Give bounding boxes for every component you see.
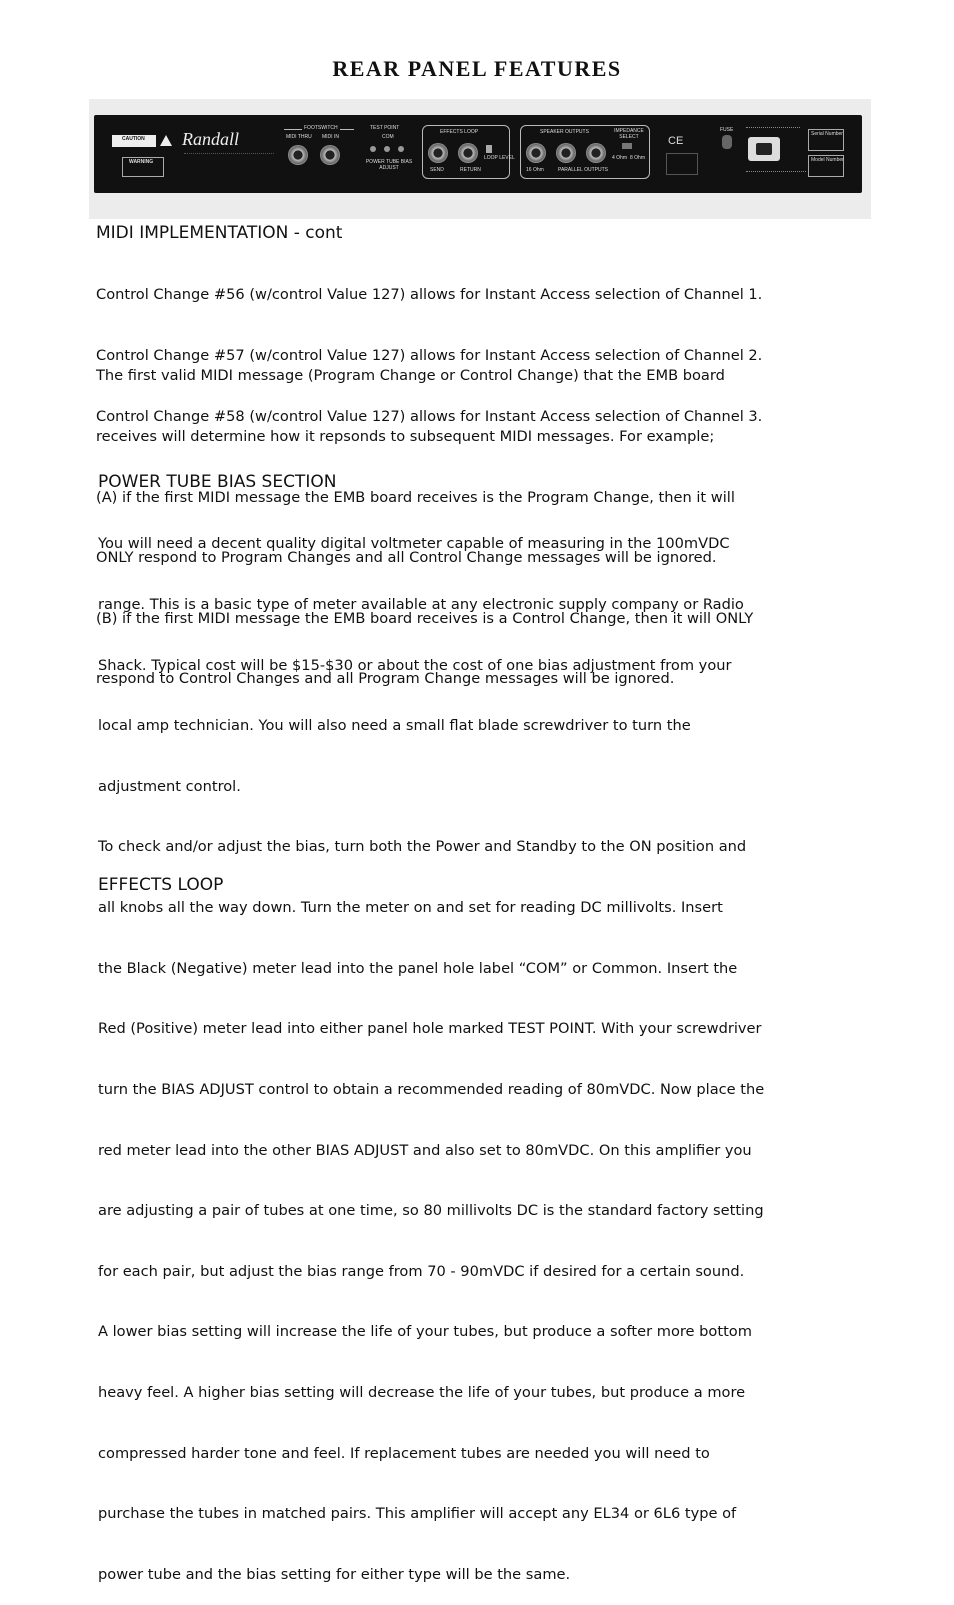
effects-loop-heading: EFFECTS LOOP xyxy=(98,875,224,895)
text-line: local amp technician. You will also need a small flat blade screwdriver to turn the xyxy=(98,717,691,735)
warning-label xyxy=(122,157,164,177)
panel-fine-print xyxy=(184,153,274,182)
send-jack[interactable] xyxy=(428,143,448,163)
text-line: range. This is a basic type of meter available at any electronic supply company or Radio xyxy=(98,596,744,614)
send-label: SEND xyxy=(430,167,444,173)
caution-label xyxy=(112,135,156,147)
footswitch-label: FOOTSWITCH xyxy=(304,125,338,131)
warning-triangle-icon xyxy=(160,135,172,146)
text-line: Control Change #57 (w/control Value 127) allows for Instant Access selection of Channel 2. xyxy=(96,347,763,365)
ohm16-label: 16 Ohm xyxy=(526,167,544,173)
text-line: (A) if the first MIDI message the EMB board receives is the Program Change, then it will xyxy=(96,488,735,506)
model-number-box xyxy=(808,155,844,177)
text-line: for each pair, but adjust the bias range from 70 - 90mVDC if desired for a certain sound. xyxy=(98,1262,745,1280)
text-line: Control Change #56 (w/control Value 127) allows for Instant Access selection of Channel 1. xyxy=(96,286,763,304)
text-line: receives will determine how it repsonds to subsequent MIDI messages. For example; xyxy=(96,428,715,446)
loop-level-switch[interactable] xyxy=(486,145,492,153)
iec-power-inlet[interactable] xyxy=(748,137,780,161)
text-line: are adjusting a pair of tubes at one time, so 80 millivolts DC is the standard factory setting xyxy=(98,1202,764,1220)
brand-logo: Randall xyxy=(182,129,239,149)
bias-heading: POWER TUBE BIAS SECTION xyxy=(98,472,337,492)
text-line: power tube and the bias setting for either type will be the same. xyxy=(98,1565,571,1583)
rear-panel-photo xyxy=(89,99,871,219)
page-title: REAR PANEL FEATURES xyxy=(332,56,622,81)
ce-mark: CE xyxy=(668,135,684,147)
return-jack[interactable] xyxy=(458,143,478,163)
text-line: A lower bias setting will increase the life of your tubes, but produce a softer more bottom xyxy=(98,1323,752,1341)
text-line: respond to Control Changes and all Program Change messages will be ignored. xyxy=(96,670,675,688)
text-line: turn the BIAS ADJUST control to obtain a recommended reading of 80mVDC. Now place the xyxy=(98,1080,765,1098)
serial-number-box xyxy=(808,129,844,151)
bias-paragraph xyxy=(98,494,764,1605)
speaker-outputs-label: SPEAKER OUTPUTS xyxy=(540,129,589,135)
ohm8-label: 8 Ohm xyxy=(630,155,646,161)
com-label: COM xyxy=(382,134,394,140)
midi-in-jack[interactable] xyxy=(320,145,340,165)
text-line: the Black (Negative) meter lead into the panel hole label “COM” or Common. Insert the xyxy=(98,959,738,977)
fuse-label: FUSE xyxy=(720,127,734,133)
speaker-jack-parallel-2[interactable] xyxy=(586,143,606,163)
text-line: purchase the tubes in matched pairs. This amplifier will accept any EL34 or 6L6 type of xyxy=(98,1505,737,1523)
impedance-select-label: IMPEDANCE SELECT xyxy=(614,128,644,140)
test-point-label: TEST POINT xyxy=(370,125,400,131)
text-line: You will need a decent quality digital voltmeter capable of measuring in the 100mVDC xyxy=(98,535,730,553)
text-line: The first valid MIDI message (Program Change or Control Change) that the EMB board xyxy=(96,367,725,385)
text-line: compressed harder tone and feel. If replacement tubes are needed you will need to xyxy=(98,1444,710,1462)
text-line: ONLY respond to Program Changes and all Control Change messages will be ignored. xyxy=(96,549,717,567)
caution-text: CAUTION xyxy=(122,136,145,142)
text-line: Control Change #58 (w/control Value 127) allows for Instant Access selection of Channel 3. xyxy=(96,407,763,425)
text-line: adjustment control. xyxy=(98,777,241,795)
midi-heading: MIDI IMPLEMENTATION - cont xyxy=(96,223,343,243)
text-line: all knobs all the way down. Turn the meter on and set for reading DC millivolts. Insert xyxy=(98,899,723,917)
fcc-label xyxy=(666,153,698,175)
speaker-jack-16-ohm[interactable] xyxy=(526,143,546,163)
text-line: Shack. Typical cost will be $15-$30 or about the cost of one bias adjustment from your xyxy=(98,656,732,674)
test-point-jack-2[interactable] xyxy=(398,146,404,152)
text-line: To check and/or adjust the bias, turn both the Power and Standby to the ON position and xyxy=(98,838,747,856)
text-line: heavy feel. A higher bias setting will decrease the life of your tubes, but produce a more xyxy=(98,1383,746,1401)
test-point-jack-1[interactable] xyxy=(370,146,376,152)
serial-number-label: Serial Number xyxy=(811,131,843,137)
effects-loop-label: EFFECTS LOOP xyxy=(440,129,479,135)
text-line: Red (Positive) meter lead into either panel hole marked TEST POINT. With your screwdriver xyxy=(98,1020,762,1038)
loop-level-label: LOOP LEVEL xyxy=(484,155,515,161)
com-jack[interactable] xyxy=(384,146,390,152)
rear-panel xyxy=(94,115,862,193)
fuse-holder[interactable] xyxy=(722,135,732,149)
midi-thru-label: MIDI THRU xyxy=(286,134,312,140)
speaker-jack-parallel-1[interactable] xyxy=(556,143,576,163)
text-line: (B) if the first MIDI message the EMB board receives is a Control Change, then it will ONLY xyxy=(96,609,754,627)
text-line: red meter lead into the other BIAS ADJUST and also set to 80mVDC. On this amplifier you xyxy=(98,1141,752,1159)
warning-text: WARNING xyxy=(129,159,154,165)
bias-adjust-label: POWER TUBE BIAS ADJUST xyxy=(365,159,413,171)
impedance-switch[interactable] xyxy=(622,143,632,149)
midi-thru-jack[interactable] xyxy=(288,145,308,165)
power-caution-text xyxy=(746,171,806,186)
ohm4-label: 4 Ohm xyxy=(612,155,628,161)
midi-in-label: MIDI IN xyxy=(322,134,339,140)
parallel-outputs-label: PARALLEL OUTPUTS xyxy=(558,167,609,173)
model-number-label: Model Number xyxy=(811,157,844,163)
return-label: RETURN xyxy=(460,167,481,173)
